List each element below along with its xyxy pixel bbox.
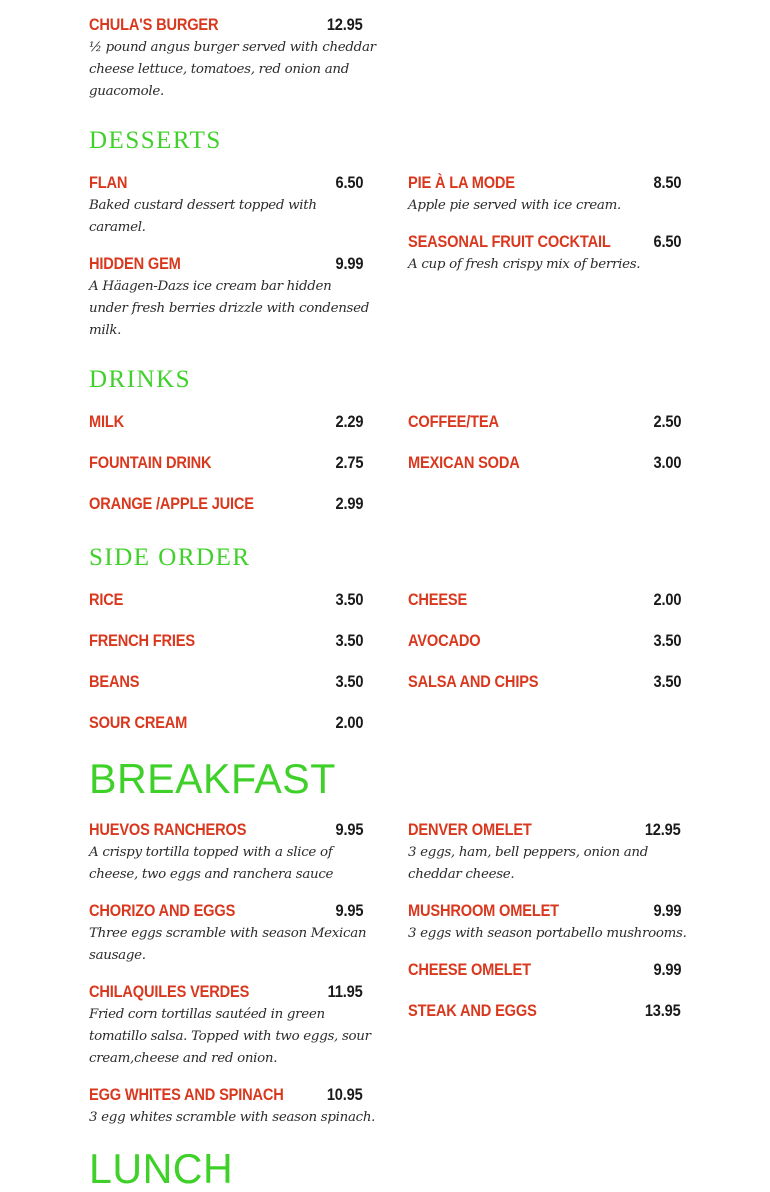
section-title-side-order: SIDE ORDER xyxy=(89,544,251,571)
menu-item-description: Apple pie served with ice cream. xyxy=(408,198,621,213)
menu-item-name: MILK xyxy=(89,412,125,431)
menu-item-name: AVOCADO xyxy=(408,631,481,650)
menu-item-price: 12.95 xyxy=(645,820,681,839)
menu-item-name: MEXICAN SODA xyxy=(408,453,520,472)
menu-item-description: A Häagen-Dazs ice cream bar hidden xyxy=(89,279,332,294)
menu-item-description: ½ pound angus burger served with cheddar xyxy=(89,40,376,55)
menu-item-price: 6.50 xyxy=(335,173,363,192)
menu-item-description: cheese, two eggs and ranchera sauce xyxy=(89,867,334,882)
menu-item-price: 3.50 xyxy=(335,631,363,650)
menu-item-price: 3.50 xyxy=(335,672,363,691)
menu-item-name: CHULA'S BURGER xyxy=(89,15,219,34)
menu-item-name: RICE xyxy=(89,590,124,609)
menu-item-description: cheddar cheese. xyxy=(408,867,515,882)
menu-item-name: MUSHROOM OMELET xyxy=(408,901,559,920)
menu-item-price: 6.50 xyxy=(653,232,681,251)
menu-item-price: 9.99 xyxy=(653,901,681,920)
menu-item-name: SOUR CREAM xyxy=(89,713,188,732)
menu-item-description: 3 eggs with season portabello mushrooms. xyxy=(408,926,687,941)
menu-item-description: A cup of fresh crispy mix of berries. xyxy=(408,257,641,272)
section-title-lunch: LUNCH xyxy=(89,1145,234,1192)
menu-item-description: tomatillo salsa. Topped with two eggs, sour xyxy=(89,1029,371,1044)
section-title-desserts: DESSERTS xyxy=(89,127,222,154)
menu-item-name: DENVER OMELET xyxy=(408,820,532,839)
menu-item-name: FRENCH FRIES xyxy=(89,631,195,650)
menu-item-price: 12.95 xyxy=(327,15,363,34)
menu-item-name: FOUNTAIN DRINK xyxy=(89,453,212,472)
menu-item-price: 10.95 xyxy=(327,1085,363,1104)
menu-item-description: A crispy tortilla topped with a slice of xyxy=(89,845,333,860)
menu-item-description: Three eggs scramble with season Mexican xyxy=(89,926,367,941)
menu-item-name: HUEVOS RANCHEROS xyxy=(89,820,247,839)
menu-item-description: under fresh berries drizzle with condensed xyxy=(89,301,369,316)
menu-item-price: 11.95 xyxy=(328,982,363,1001)
menu-item-price: 2.29 xyxy=(335,412,363,431)
menu-item-price: 3.50 xyxy=(653,631,681,650)
menu-item-price: 3.50 xyxy=(335,590,363,609)
menu-item-name: ORANGE /APPLE JUICE xyxy=(89,494,254,513)
menu-item-price: 2.99 xyxy=(335,494,363,513)
menu-item-name: CHEESE xyxy=(408,590,468,609)
menu-item-name: SALSA AND CHIPS xyxy=(408,672,539,691)
menu-item-name: CHILAQUILES VERDES xyxy=(89,982,250,1001)
menu-item-price: 13.95 xyxy=(645,1001,681,1020)
menu-item-price: 9.99 xyxy=(335,254,363,273)
menu-item-name: CHEESE OMELET xyxy=(408,960,531,979)
menu-item-name: STEAK AND EGGS xyxy=(408,1001,537,1020)
menu-item-price: 9.95 xyxy=(335,901,363,920)
menu-item-description: caramel. xyxy=(89,220,146,235)
menu-item-description: sausage. xyxy=(89,948,146,963)
menu-item-name: EGG WHITES AND SPINACH xyxy=(89,1085,284,1104)
menu-item-description: milk. xyxy=(89,323,122,338)
section-title-drinks: DRINKS xyxy=(89,366,192,393)
menu-item-price: 9.95 xyxy=(335,820,363,839)
menu-item-name: HIDDEN GEM xyxy=(89,254,181,273)
menu-item-price: 8.50 xyxy=(653,173,681,192)
section-title-breakfast: BREAKFAST xyxy=(89,755,336,802)
menu-item-price: 3.50 xyxy=(653,672,681,691)
menu-item-price: 2.00 xyxy=(653,590,681,609)
menu-item-name: BEANS xyxy=(89,672,140,691)
menu-item-description: 3 eggs, ham, bell peppers, onion and xyxy=(408,845,649,860)
menu-item-price: 3.00 xyxy=(653,453,681,472)
menu-item-description: cream,cheese and red onion. xyxy=(89,1051,278,1066)
menu-item-description: Fried corn tortillas sautéed in green xyxy=(89,1007,325,1022)
menu-item-description: Baked custard dessert topped with xyxy=(89,198,317,213)
menu-item-price: 2.00 xyxy=(335,713,363,732)
menu-item-name: COFFEE/TEA xyxy=(408,412,499,431)
menu-item-description: cheese lettuce, tomatoes, red onion and xyxy=(89,62,349,77)
menu-item-name: FLAN xyxy=(89,173,128,192)
menu-item-price: 2.75 xyxy=(335,453,363,472)
menu-item-name: CHORIZO AND EGGS xyxy=(89,901,236,920)
menu-item-description: guacomole. xyxy=(89,84,164,99)
menu-item-price: 9.99 xyxy=(653,960,681,979)
menu-item-description: 3 egg whites scramble with season spinach. xyxy=(89,1110,376,1125)
menu-item-price: 2.50 xyxy=(653,412,681,431)
menu-item-name: PIE À LA MODE xyxy=(408,173,515,192)
menu-item-name: SEASONAL FRUIT COCKTAIL xyxy=(408,232,611,251)
